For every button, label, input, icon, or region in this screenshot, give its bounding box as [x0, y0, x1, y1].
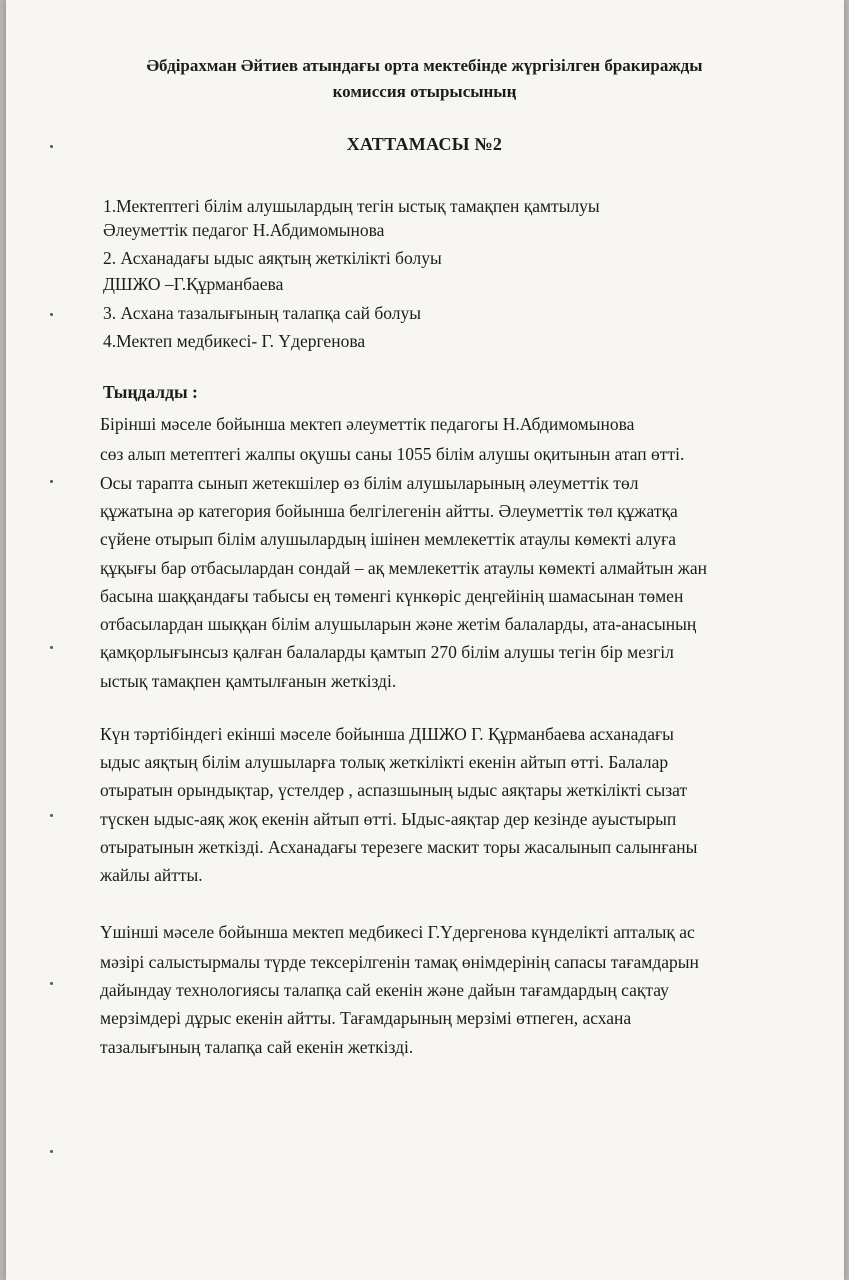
paragraph-1-line: Осы тарапта сынып жетекшілер өз білім алушыларының әлеуметтік төл	[100, 473, 639, 493]
paragraph-2-line: жайлы айтты.	[100, 865, 203, 885]
agenda-line: 1.Мектептегі білім алушылардың тегін ыстық тамақпен қамтылуы	[103, 196, 600, 216]
margin-speck	[50, 480, 53, 483]
paragraph-1-line: құқығы бар отбасылардан сондай – ақ мемлекеттік атаулы көмекті алмайтын жан	[100, 558, 708, 578]
paragraph-3-line: мәзірі салыстырмалы түрде тексерілгенін тамақ өнімдерінің сапасы тағамдарын	[100, 952, 699, 972]
paragraph-2-line: отыратынын жеткізді. Асханадағы терезеге маскит торы жасалынып салынғаны	[100, 837, 698, 857]
margin-speck	[50, 1150, 53, 1153]
paragraph-1-line: қамқорлығынсыз қалған балаларды қамтып 270 білім алушы тегін бір мезгіл	[100, 642, 674, 662]
paragraph-1-line: сөз алып метептегі жалпы оқушы саны 1055 білім алушы оқитынын атап өтті.	[100, 444, 685, 464]
document-title-line-1: Әбдірахман Әйтиев атындағы орта мектебінде жүргізілген бракиражды	[146, 56, 703, 75]
paragraph-1-line: сүйене отырып білім алушылардың ішінен мемлекеттік атаулы көмекті алуға	[100, 529, 677, 549]
paragraph-3-line: тазалығының талапқа сай екенін жеткізді.	[100, 1037, 414, 1057]
paragraph-2-line: ыдыс аяқтың білім алушыларға толық жеткілікті екенін айтып өтті. Балалар	[100, 752, 669, 772]
document-sheet	[6, 0, 844, 1280]
paragraph-3-line: мерзімдері дұрыс екенін айтты. Тағамдарының мерзімі өтпеген, асхана	[100, 1008, 632, 1028]
paragraph-3-line: дайындау технологиясы талапқа сай екенін және дайын тағамдардың сақтау	[100, 980, 669, 1000]
agenda-line: ДШЖО –Г.Құрманбаева	[103, 274, 284, 294]
document-title-line-2: комиссия отырысының	[332, 82, 517, 101]
paragraph-1-line: Бірінші мәселе бойынша мектеп әлеуметтік педагогы Н.Абдимомынова	[100, 414, 635, 434]
agenda-line: 4.Мектеп медбикесі- Г. Үдергенова	[103, 331, 366, 351]
paragraph-2-line: Күн тәртібіндегі екінші мәселе бойынша ДШЖО Г. Құрманбаева асханадағы	[100, 724, 674, 744]
margin-speck	[50, 982, 53, 985]
margin-speck	[50, 313, 53, 316]
agenda-line: Әлеуметтік педагог Н.Абдимомынова	[103, 220, 385, 240]
margin-speck	[50, 814, 53, 817]
margin-speck	[50, 646, 53, 649]
margin-speck	[50, 145, 53, 148]
paragraph-1-line: құжатына әр категория бойынша белгілегенін айтты. Әлеуметтік төл құжатқа	[100, 501, 678, 521]
agenda-line: 2. Асханадағы ыдыс аяқтың жеткілікті болуы	[103, 248, 442, 268]
paragraph-2-line: түскен ыдыс-аяқ жоқ екенін айтып өтті. Ыдыс-аяқтар дер кезінде ауыстырып	[100, 809, 677, 829]
paragraph-1-line: басына шаққандағы табысы ең төменгі күнкөріс деңгейінің шамасынан төмен	[100, 586, 684, 606]
heard-heading: Тыңдалды :	[103, 382, 198, 402]
paragraph-1-line: отбасылардан шыққан білім алушыларын және жетім балаларды, ата-анасының	[100, 614, 697, 634]
paragraph-2-line: отыратын орындықтар, үстелдер , аспазшының ыдыс аяқтары жеткілікті сызат	[100, 780, 688, 800]
paragraph-1-line: ыстық тамақпен қамтылғанын жеткізді.	[100, 671, 397, 691]
agenda-line: 3. Асхана тазалығының талапқа сай болуы	[103, 303, 421, 323]
paragraph-3-line: Үшінші мәселе бойынша мектеп медбикесі Г.Үдергенова күнделікті апталық ас	[100, 922, 695, 942]
protocol-heading: ХАТТАМАСЫ №2	[346, 134, 503, 154]
